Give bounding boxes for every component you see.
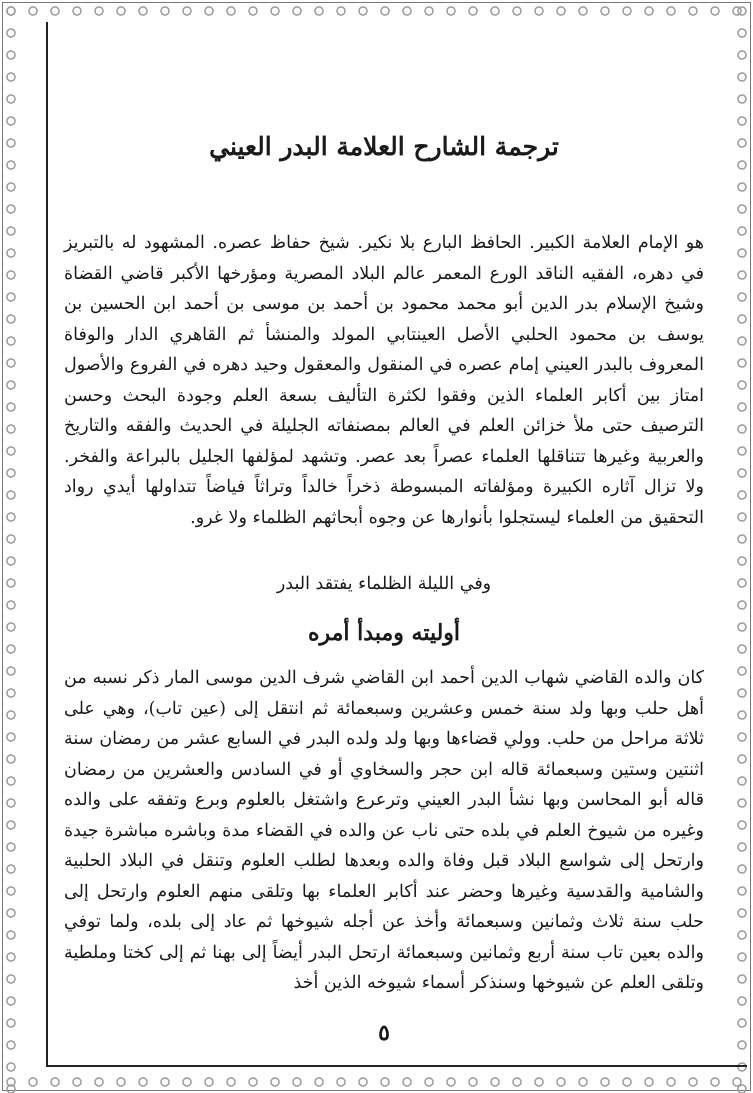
page-title: ترجمة الشارح العلامة البدر العيني xyxy=(209,132,559,161)
decorative-border-left xyxy=(4,0,18,1093)
section-paragraph: كان والده القاضي شهاب الدين أحمد ابن القاضي شرف الدين موسى المار ذكر نسبه من أهل حلب وبها ولد سنة خمس وعشرين وسبعمائة ثم انتقل إلى (عين تاب)، وهي على ثلاثة مراحل من حلب. وولي قضاءها وبها ولد ولده البدر في السابع عشر من رمضان سنة اثنتين وستين وسبعمائة قاله ابن حجر والسخاوي أو في السادس والعشرين من رمضان قاله أبو المحاسن وبها نشأ البدر العيني وترعرع واشتغل بالعلوم وبرع وتفقه على والده وغيره من شيوخ العلم في بلده حتى ناب عن والده في القضاء مدة وباشره مباشرة جيدة وارتحل إلى شواسع البلاد قبل وفاة والده وبعدها لطلب العلوم وتنقل في البلاد الحلبية والشامية والقدسية وغيرها وحضر عند أكابر العلماء بها وتلقى منهم العلوم وارتحل إلى حلب سنة ثلاث وثمانين وسبعمائة وأخذ عن أجله شيوخها ثم عاد إلى بلده، ولما توفي والده بعين تاب سنة أربع وثمانين وسبعمائة ارتحل البدر أيضاً إلى بهنا ثم إلى كختا وملطية وتلقى العلم عن شيوخها وسنذكر أسماء شيوخه الذين أخذ xyxy=(64,668,704,993)
section-heading: أوليته ومبدأ أمره xyxy=(307,620,461,646)
decorative-border-top xyxy=(0,4,753,18)
intro-paragraph: هو الإمام العلامة الكبير. الحافظ البارع بلا نكير. شيخ حفاظ عصره. المشهود له بالتبريز في دهره، الفقيه الناقد الورع المعمر عالم البلاد المصرية ومؤرخها الأكبر قاضي القضاة وشيخ الإسلام بدر الدين أبو محمد محمود بن أحمد بن موسى بن أحمد ابن الحسين بن يوسف بن محمود الحلبي الأصل العينتابي المولد والمنشأ ثم القاهري الدار والوفاة المعروف بالبدر العيني إمام عصره في المنقول والمعقول وحيد دهره في الفروع والأصول امتاز بين أكابر العلماء الذين وفقوا لكثرة التأليف بسعة العلم وجودة البحث وحسن الترصيف حتى ملأ خزائن العلم في العالم بمصنفاته الجليلة في الحديث والفقه والتاريخ والعربية وغيرها تتناقلها العلماء عصراً بعد عصر. وتشهد لمؤلفها الجليل بالبراعة والفخر. ولا تزال آثاره الكبيرة ومؤلفاته المبسوطة ذخراً خالداً وتراثاً فياضاً تتداولها أيدي رواد التحقيق من العلماء ليستجلوا بأنوارها عن وجوه أبحاثهم الظلماء ولا غرو. xyxy=(64,233,704,528)
decorative-border-bottom xyxy=(0,1075,753,1089)
page-number: ٥ xyxy=(378,1020,390,1046)
poem-verse: وفي الليلة الظلماء يفتقد البدر xyxy=(276,574,492,594)
